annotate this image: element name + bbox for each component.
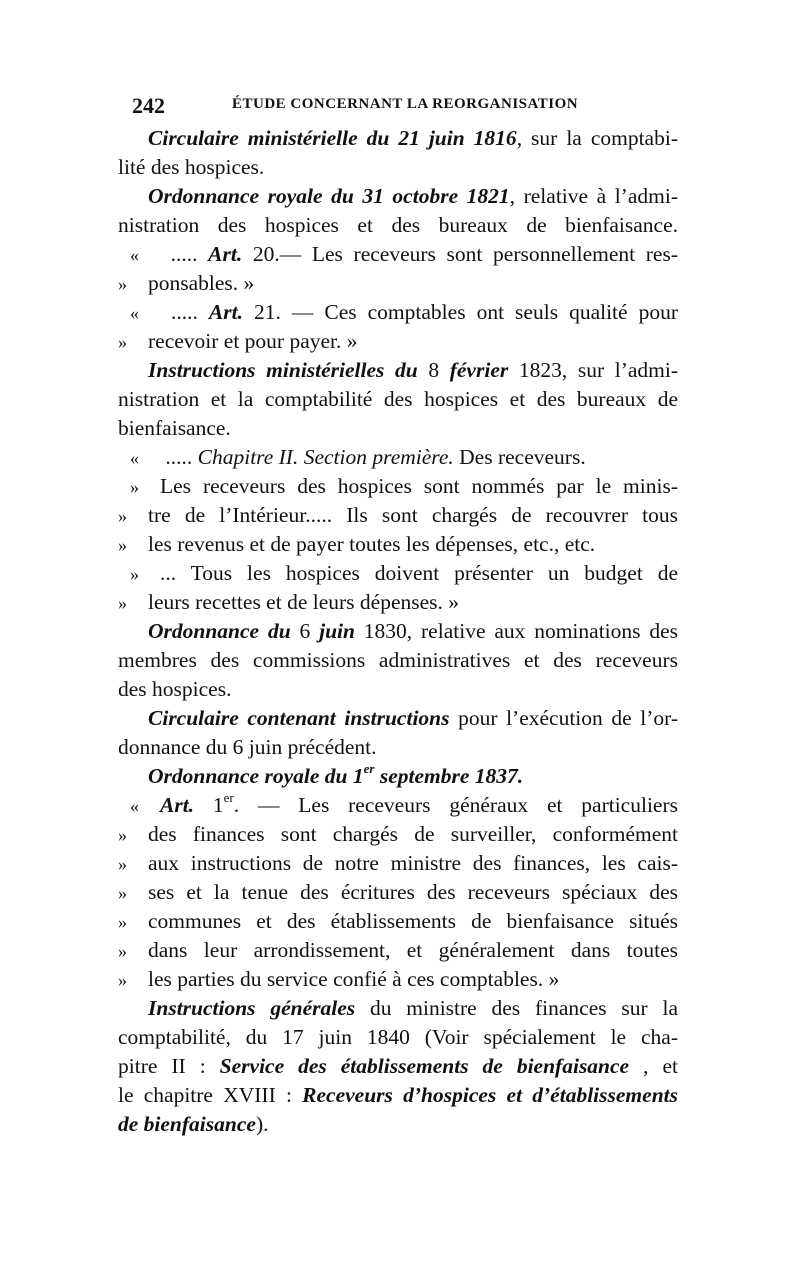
text-line: » des finances sont chargés de surveiller, conformément <box>118 822 678 846</box>
running-title: ÉTUDE CONCERNANT LA REORGANISATION <box>232 96 579 112</box>
text-line: Instructions générales du ministre des finances sur la <box>148 996 678 1020</box>
text-line: de bienfaisance). <box>118 1112 269 1136</box>
page-number: 242 <box>132 93 165 118</box>
text-line: » les revenus et de payer toutes les dépenses, etc., etc. <box>118 532 596 556</box>
text-line: nistration et la comptabilité des hospices et des bureaux de <box>118 387 678 411</box>
text-line: bienfaisance. <box>118 416 231 440</box>
text-line: pitre II : Service des établissements de bienfaisance , et <box>118 1054 678 1078</box>
text-line: Ordonnance du 6 juin 1830, relative aux nominations des <box>148 619 679 643</box>
text-line: Circulaire ministérielle du 21 juin 1816, sur la comptabi- <box>148 126 678 150</box>
text-line: lité des hospices. <box>118 155 265 179</box>
text-line: comptabilité, du 17 juin 1840 (Voir spécialement le cha- <box>118 1025 678 1049</box>
text-line: « Art. 1er. — Les receveurs généraux et particuliers <box>130 790 678 817</box>
text-line: » communes et des établissements de bienfaisance situés <box>118 909 678 933</box>
text-line: » ... Tous les hospices doivent présenter un budget de <box>130 561 678 585</box>
text-line: » Les receveurs des hospices sont nommés par le minis- <box>130 474 678 498</box>
text-line: » les parties du service confié à ces comptables. » <box>118 967 560 991</box>
text-line: membres des commissions administratives et des receveurs <box>118 648 678 672</box>
page-header <box>132 93 672 121</box>
text-line: » aux instructions de notre ministre des finances, les cais- <box>118 851 678 875</box>
text-line: » ponsables. » <box>118 271 255 295</box>
text-line: Circulaire contenant instructions pour l’exécution de l’or- <box>148 706 679 730</box>
text-line: » recevoir et pour payer. » <box>118 329 358 353</box>
text-line: Ordonnance royale du 1er septembre 1837. <box>148 761 524 788</box>
text-line: des hospices. <box>118 677 232 701</box>
text-line: Instructions ministérielles du 8 février 1823, sur l’admi- <box>148 358 679 382</box>
text-line: nistration des hospices et des bureaux de bienfaisance. <box>118 213 678 237</box>
text-line: » leurs recettes et de leurs dépenses. » <box>118 590 460 614</box>
text-line: » dans leur arrondissement, et généralement dans toutes <box>118 938 678 962</box>
text-line: « ..... Chapitre II. Section première. Des receveurs. <box>130 445 586 469</box>
text-line: « ..... Art. 21. — Ces comptables ont seuls qualité pour <box>130 300 678 324</box>
text-line: le chapitre XVIII : Receveurs d’hospices et d’établissements <box>118 1083 678 1107</box>
page-body <box>118 124 678 1139</box>
text-line: Ordonnance royale du 31 octobre 1821, relative à l’admi- <box>148 184 678 208</box>
text-line: « ..... Art. 20.— Les receveurs sont personnellement res- <box>130 242 678 266</box>
text-line: » ses et la tenue des écritures des receveurs spéciaux des <box>118 880 678 904</box>
text-line: donnance du 6 juin précédent. <box>118 735 377 759</box>
text-line: » tre de l’Intérieur..... Ils sont chargés de recouvrer tous <box>118 503 678 527</box>
